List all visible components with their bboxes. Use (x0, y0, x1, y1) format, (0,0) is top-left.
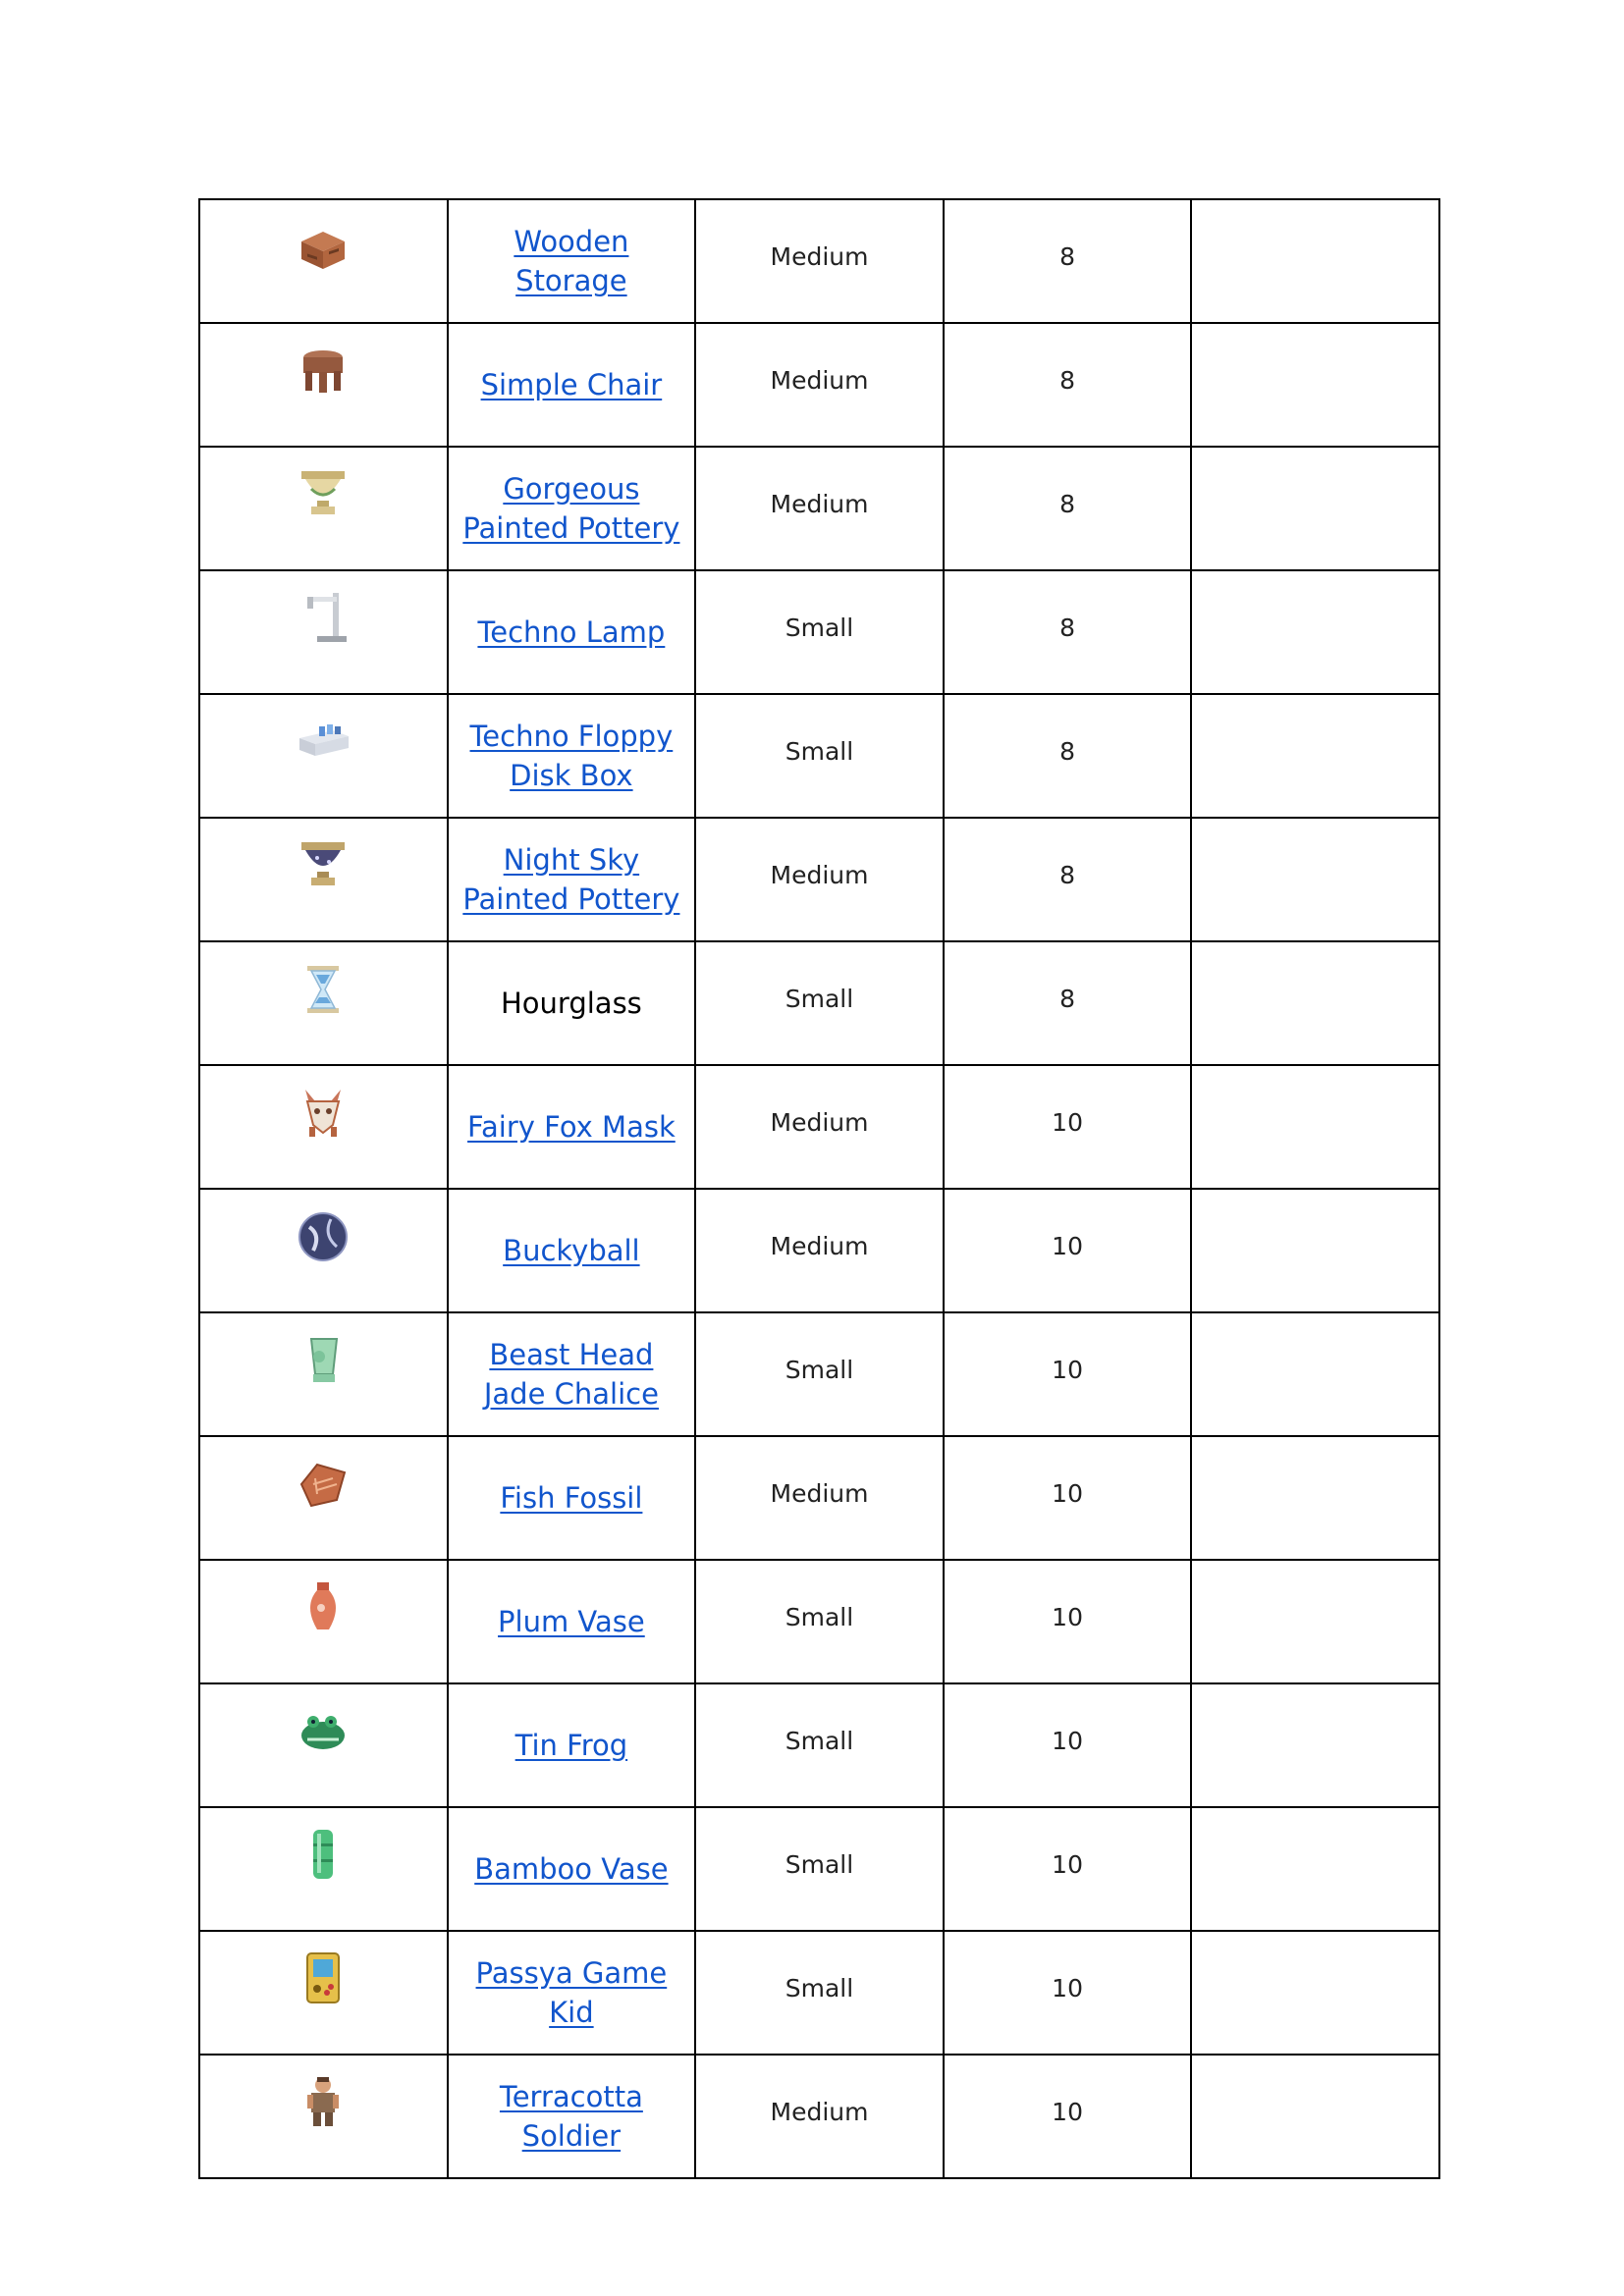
empty-cell (1191, 570, 1439, 694)
level-text: 10 (1052, 1726, 1083, 1755)
item-name-link[interactable]: Simple Chair (480, 368, 663, 401)
item-name-link[interactable]: Techno Lamp (477, 615, 666, 649)
level-cell (944, 1065, 1192, 1189)
empty-cell (1191, 694, 1439, 818)
size-text: Small (785, 984, 854, 1013)
floppy-disk-box-icon (294, 713, 352, 772)
level-text: 8 (1059, 241, 1076, 271)
icon-cell (199, 2055, 448, 2178)
level-text: 8 (1059, 365, 1076, 395)
size-cell (695, 1560, 944, 1683)
item-name-link[interactable]: Plum Vase (498, 1605, 645, 1638)
name-cell (448, 941, 696, 1065)
table-row (199, 694, 1439, 818)
hourglass-icon (294, 960, 352, 1019)
item-name-link[interactable]: Buckyball (503, 1234, 640, 1267)
fish-fossil-icon (294, 1455, 352, 1514)
item-name-link[interactable]: Bamboo Vase (474, 1852, 669, 1886)
empty-cell (1191, 1436, 1439, 1560)
table-row (199, 1683, 1439, 1807)
size-text: Medium (770, 1107, 869, 1137)
level-cell (944, 570, 1192, 694)
name-cell (448, 1931, 696, 2055)
size-text: Small (785, 1355, 854, 1384)
table-row (199, 1931, 1439, 2055)
item-name-link[interactable]: Night Sky Painted Pottery (462, 843, 680, 916)
level-cell (944, 1931, 1192, 2055)
level-text: 8 (1059, 613, 1076, 642)
level-cell (944, 1436, 1192, 1560)
table-row (199, 818, 1439, 941)
jade-chalice-icon (294, 1331, 352, 1390)
game-kid-icon (294, 1949, 352, 2008)
empty-cell (1191, 199, 1439, 323)
name-cell (448, 447, 696, 570)
item-name-link[interactable]: Terracotta Soldier (499, 2080, 643, 2153)
size-cell (695, 1312, 944, 1436)
level-text: 10 (1052, 1231, 1083, 1260)
level-cell (944, 2055, 1192, 2178)
name-cell (448, 2055, 696, 2178)
table-row (199, 1560, 1439, 1683)
table-row (199, 2055, 1439, 2178)
empty-cell (1191, 2055, 1439, 2178)
size-text: Medium (770, 365, 869, 395)
table-row (199, 323, 1439, 447)
icon-cell (199, 1560, 448, 1683)
size-cell (695, 323, 944, 447)
size-cell (695, 1931, 944, 2055)
name-cell (448, 323, 696, 447)
size-text: Small (785, 613, 854, 642)
level-text: 10 (1052, 1107, 1083, 1137)
name-cell (448, 694, 696, 818)
name-cell (448, 1436, 696, 1560)
size-text: Medium (770, 241, 869, 271)
item-name-link[interactable]: Gorgeous Painted Pottery (462, 472, 680, 545)
level-cell (944, 694, 1192, 818)
icon-cell (199, 1931, 448, 2055)
table-body (199, 199, 1439, 2178)
size-cell (695, 941, 944, 1065)
level-text: 10 (1052, 1973, 1083, 2002)
name-cell (448, 1312, 696, 1436)
empty-cell (1191, 818, 1439, 941)
item-name-link[interactable]: Fairy Fox Mask (467, 1110, 676, 1144)
level-text: 10 (1052, 1602, 1083, 1631)
icon-cell (199, 570, 448, 694)
size-cell (695, 1807, 944, 1931)
table-row (199, 199, 1439, 323)
size-text: Small (785, 1602, 854, 1631)
table-row (199, 447, 1439, 570)
item-name-link[interactable]: Fish Fossil (500, 1481, 643, 1515)
level-cell (944, 818, 1192, 941)
table-row (199, 1436, 1439, 1560)
icon-cell (199, 941, 448, 1065)
empty-cell (1191, 1312, 1439, 1436)
plum-vase-icon (294, 1578, 352, 1637)
size-text: Small (785, 1726, 854, 1755)
level-cell (944, 447, 1192, 570)
size-text: Medium (770, 1231, 869, 1260)
empty-cell (1191, 447, 1439, 570)
item-name-link[interactable]: Wooden Storage (514, 225, 629, 297)
size-cell (695, 570, 944, 694)
level-text: 8 (1059, 984, 1076, 1013)
terracotta-soldier-icon (294, 2073, 352, 2132)
buckyball-icon (294, 1207, 352, 1266)
icon-cell (199, 199, 448, 323)
icon-cell (199, 1189, 448, 1312)
table-row (199, 570, 1439, 694)
empty-cell (1191, 323, 1439, 447)
icon-cell (199, 1807, 448, 1931)
size-text: Small (785, 1973, 854, 2002)
size-cell (695, 818, 944, 941)
name-cell (448, 570, 696, 694)
level-text: 8 (1059, 489, 1076, 518)
level-cell (944, 941, 1192, 1065)
empty-cell (1191, 1807, 1439, 1931)
icon-cell (199, 447, 448, 570)
table-row (199, 1807, 1439, 1931)
size-cell (695, 1436, 944, 1560)
item-name-link[interactable]: Tin Frog (514, 1729, 628, 1762)
night-sky-pottery-icon (294, 836, 352, 895)
item-name-text: Hourglass (500, 987, 642, 1020)
level-text: 10 (1052, 1478, 1083, 1508)
level-text: 10 (1052, 1355, 1083, 1384)
name-cell (448, 1189, 696, 1312)
level-text: 10 (1052, 1849, 1083, 1879)
size-text: Medium (770, 860, 869, 889)
icon-cell (199, 1436, 448, 1560)
gorgeous-pottery-icon (294, 465, 352, 524)
tin-frog-icon (294, 1702, 352, 1761)
simple-chair-icon (294, 342, 352, 400)
name-cell (448, 1065, 696, 1189)
level-text: 8 (1059, 736, 1076, 766)
name-cell (448, 1807, 696, 1931)
empty-cell (1191, 1931, 1439, 2055)
size-text: Medium (770, 489, 869, 518)
level-cell (944, 1560, 1192, 1683)
icon-cell (199, 1683, 448, 1807)
level-cell (944, 1312, 1192, 1436)
table-row (199, 1189, 1439, 1312)
empty-cell (1191, 1189, 1439, 1312)
name-cell (448, 199, 696, 323)
name-cell (448, 1683, 696, 1807)
icon-cell (199, 1065, 448, 1189)
techno-lamp-icon (294, 589, 352, 648)
size-cell (695, 1683, 944, 1807)
wooden-storage-icon (294, 218, 352, 277)
size-cell (695, 1189, 944, 1312)
name-cell (448, 1560, 696, 1683)
icon-cell (199, 694, 448, 818)
empty-cell (1191, 1683, 1439, 1807)
item-name-link[interactable]: Beast Head Jade Chalice (483, 1338, 659, 1411)
empty-cell (1191, 941, 1439, 1065)
level-cell (944, 1189, 1192, 1312)
table-row (199, 941, 1439, 1065)
size-text: Small (785, 736, 854, 766)
table-row (199, 1065, 1439, 1189)
level-text: 10 (1052, 2097, 1083, 2126)
size-cell (695, 447, 944, 570)
size-text: Small (785, 1849, 854, 1879)
size-cell (695, 2055, 944, 2178)
fox-mask-icon (294, 1084, 352, 1143)
size-text: Medium (770, 1478, 869, 1508)
icon-cell (199, 323, 448, 447)
name-cell (448, 818, 696, 941)
level-text: 8 (1059, 860, 1076, 889)
size-cell (695, 199, 944, 323)
bamboo-vase-icon (294, 1826, 352, 1885)
items-table (198, 198, 1440, 2179)
size-text: Medium (770, 2097, 869, 2126)
item-name-link[interactable]: Passya Game Kid (475, 1956, 668, 2029)
item-name-link[interactable]: Techno Floppy Disk Box (469, 720, 674, 792)
level-cell (944, 1807, 1192, 1931)
table-row (199, 1312, 1439, 1436)
empty-cell (1191, 1065, 1439, 1189)
level-cell (944, 199, 1192, 323)
size-cell (695, 1065, 944, 1189)
icon-cell (199, 818, 448, 941)
size-cell (695, 694, 944, 818)
icon-cell (199, 1312, 448, 1436)
level-cell (944, 1683, 1192, 1807)
empty-cell (1191, 1560, 1439, 1683)
level-cell (944, 323, 1192, 447)
